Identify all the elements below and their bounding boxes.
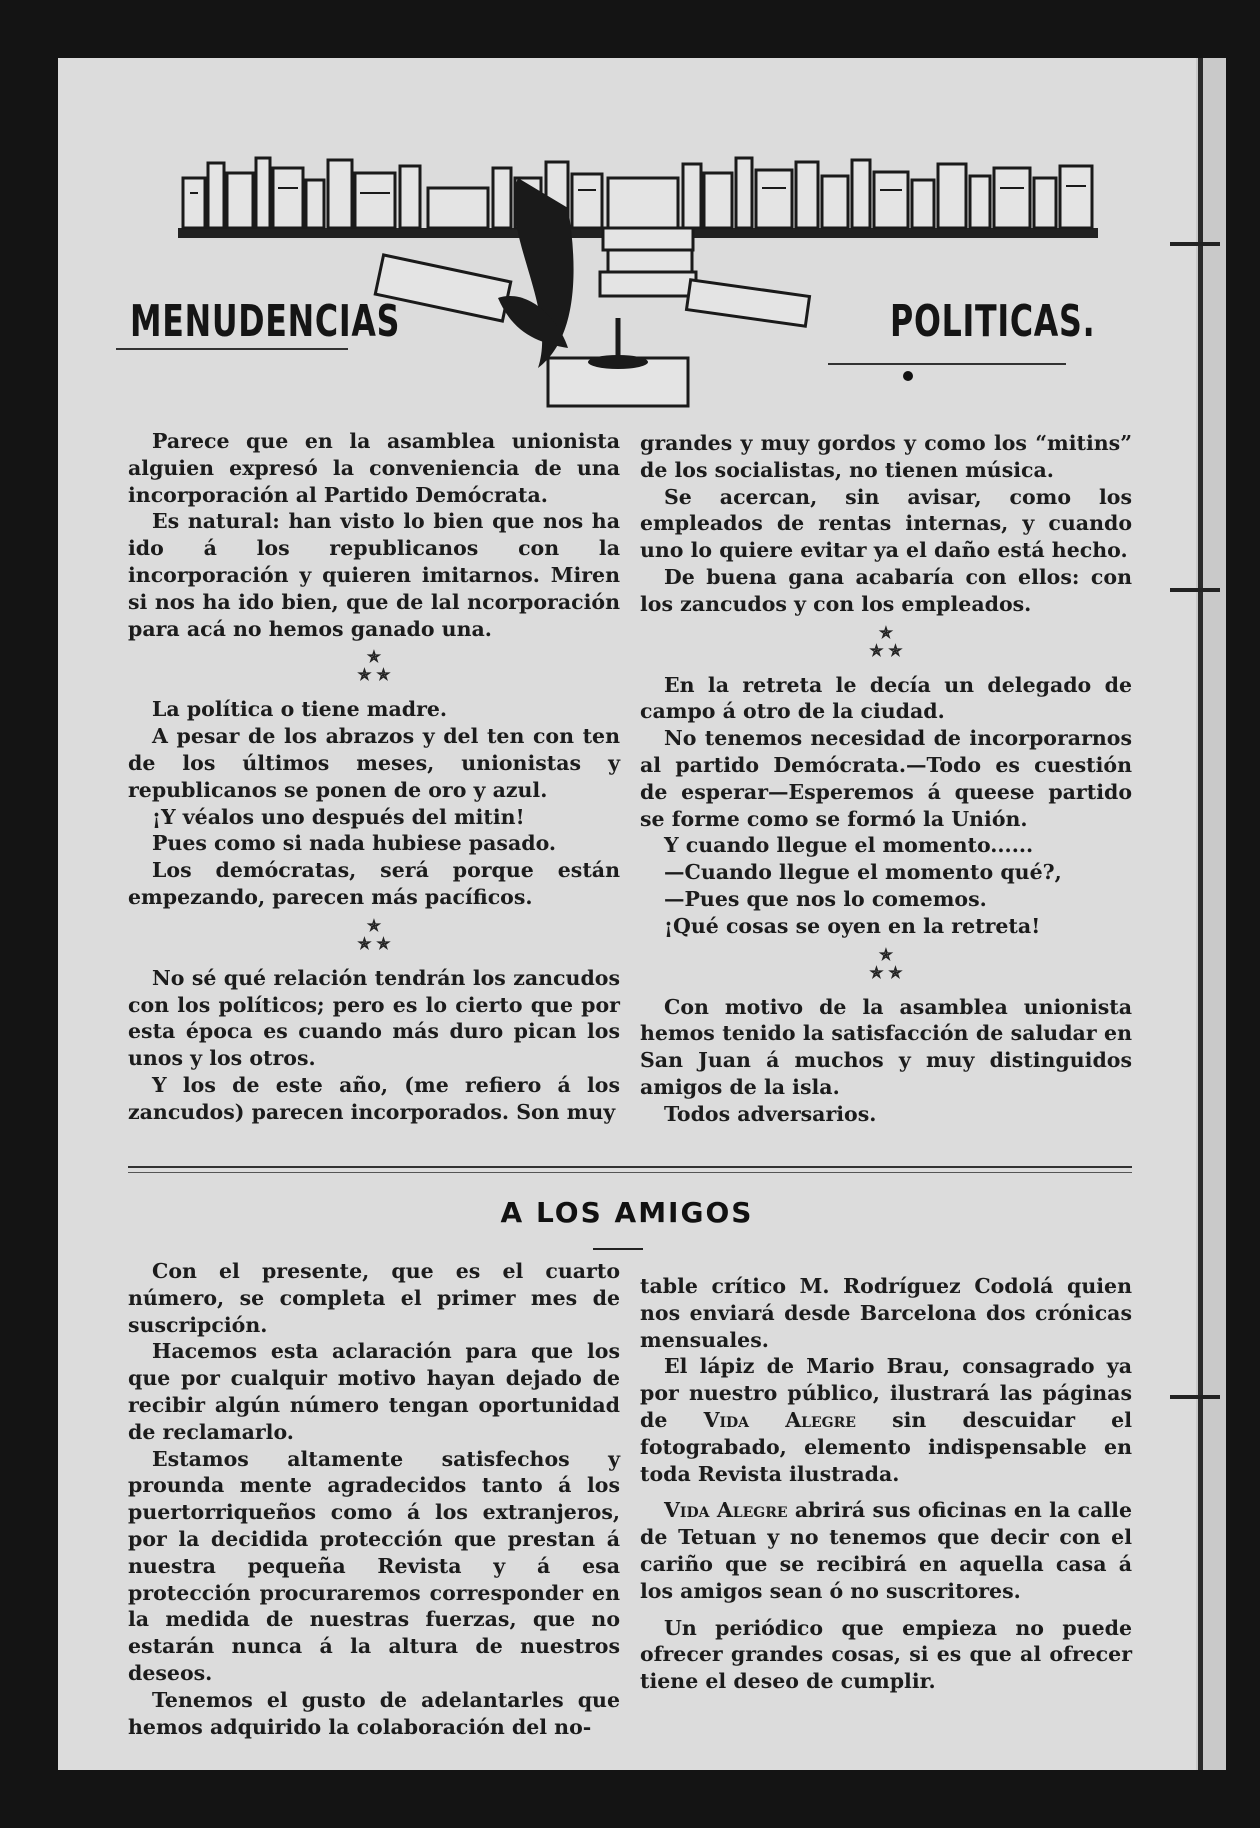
paragraph: table crítico M. Rodríguez Codolá quien nos enviará desde Barcelona dos crónicas mensuales. bbox=[640, 1274, 1132, 1352]
amigos-column-2 bbox=[640, 1273, 1132, 1695]
paragraph: De buena gana acabaría con ellos: con los zancudos y con los empleados. bbox=[640, 564, 1132, 616]
section-title-menudencias: MENUDENCIAS bbox=[130, 296, 401, 347]
section-title-a-los-amigos: A LOS AMIGOS bbox=[500, 1196, 754, 1229]
text: El lápiz de Mario Brau, consagrado ya por nuestro público, ilustrará las páginas de bbox=[640, 1354, 1132, 1432]
paragraph: Hacemos esta aclaración para que los que por cualquir motivo hayan dejado de recibir algún número tengan oportunidad de reclamarlo. bbox=[128, 1339, 620, 1444]
paragraph: Se acercan, sin avisar, como los empleados de rentas internas, y cuando uno lo quiere evitar ya el daño está hecho. bbox=[640, 484, 1132, 563]
title-underline-left bbox=[116, 348, 348, 350]
binding-tack bbox=[1170, 242, 1220, 246]
paragraph: Con motivo de la asamblea unionista hemos tenido la satisfacción de saludar en San Juan á muchos y muy distinguidos amigos de la isla. bbox=[640, 994, 1132, 1099]
paragraph: Y cuando llegue el momento...... bbox=[664, 833, 1034, 858]
paragraph: No sé qué relación tendrán los zancudos con los políticos; pero es lo cierto que por esta época es cuando más duro pican los unos y los otros. bbox=[128, 965, 620, 1071]
paragraph: Pues como si nada hubiese pasado. bbox=[152, 831, 557, 856]
text: sin descuidar el fotograbado, elemento indispensable en toda Revista ilustrada. bbox=[640, 1407, 1133, 1486]
section-divider bbox=[128, 1166, 1132, 1168]
paragraph: En la retreta le decía un delegado de campo á otro de la ciudad. bbox=[640, 672, 1132, 724]
paragraph: No tenemos necesidad de incorporarnos al partido Demócrata.—Todo es cuestión de esperar—Esperemos á queese partido se forme como se formó la Unión. bbox=[640, 726, 1132, 831]
paragraph: Parece que en la asamblea unionista alguien expresó la conveniencia de una incorporación al Partido Demócrata. bbox=[128, 429, 620, 507]
binding-line bbox=[1198, 58, 1203, 1770]
paragraph: Los demócratas, será porque están empezando, parecen más pacíficos. bbox=[128, 858, 620, 909]
paragraph bbox=[640, 1497, 1132, 1604]
asterism-divider: ✯ ✯ ✯ bbox=[869, 944, 903, 982]
title-underline bbox=[593, 1248, 643, 1250]
paragraph bbox=[640, 1353, 1132, 1487]
text: abrirá sus oficinas en la calle de Tetuan y no tenemos que decir con el cariño que se recibirá en aquella casa á los amigos sean ó no suscritores. bbox=[640, 1498, 1132, 1603]
paragraph: A pesar de los abrazos y del ten con ten de los últimos meses, unionistas y republicanos se ponen de oro y azul. bbox=[128, 724, 620, 802]
paragraph: Es natural: han visto lo bien que nos ha ido á los republicanos con la incorporación y quieren imitarnos. Miren si nos ha ido bien, que de lal ncorporación para acá no hemos ganado una. bbox=[128, 509, 620, 641]
section-title-politicas: POLITICAS. bbox=[890, 296, 1096, 347]
paragraph: La política o tiene madre. bbox=[152, 697, 448, 722]
magazine-name: Vida Alegre bbox=[664, 1498, 788, 1523]
paragraph: Estamos altamente satisfechos y prounda mente agradecidos tanto á los puertorriqueños como á los extranjeros, por la decidida protección que prestan á nuestra pequeña Revista y á esa protección procuraremos corresponder en la medida de nuestras fuerzas, que no estarán nunca á la altura de nuestros deseos. bbox=[128, 1446, 620, 1685]
paragraph: Todos adversarios. bbox=[664, 1101, 877, 1126]
paragraph: ¡Qué cosas se oyen en la retreta! bbox=[664, 913, 1041, 938]
paragraph: Un periódico que empieza no puede ofrecer grandes cosas, si es que al ofrecer tiene el deseo de cumplir. bbox=[640, 1615, 1132, 1694]
paragraph: —Pues que nos lo comemos. bbox=[664, 886, 987, 911]
paragraph: Y los de este año, (me refiero á los zancudos) parecen incorporados. Son muy bbox=[128, 1072, 620, 1124]
binding-tack bbox=[1170, 588, 1220, 592]
bookshelf-engraving bbox=[138, 118, 1138, 448]
magazine-name: Vida Alegre bbox=[703, 1407, 856, 1432]
politicas-column-1 bbox=[128, 428, 620, 1126]
asterism-divider: ✯ ✯ ✯ bbox=[357, 915, 391, 953]
title-underline-right bbox=[828, 363, 1066, 365]
asterism-divider: ✯ ✯ ✯ bbox=[869, 622, 903, 660]
paragraph: grandes y muy gordos y como los “mitins” de los socialistas, no tienen música. bbox=[640, 431, 1132, 482]
paragraph: ¡Y véalos uno después del mitin! bbox=[152, 804, 525, 829]
politicas-column-2 bbox=[640, 430, 1132, 1128]
section-divider bbox=[128, 1172, 1132, 1173]
paragraph: Con el presente, que es el cuarto número, se completa el primer mes de suscripción. bbox=[128, 1259, 620, 1337]
magazine-page bbox=[58, 58, 1196, 1770]
asterism-divider: ✯ ✯ ✯ bbox=[357, 647, 391, 685]
binding-tack bbox=[1170, 1395, 1220, 1399]
paragraph: Tenemos el gusto de adelantarles que hemos adquirido la colaboración del no- bbox=[128, 1687, 620, 1739]
paragraph: —Cuando llegue el momento qué?, bbox=[664, 860, 1062, 885]
amigos-column-1 bbox=[128, 1258, 620, 1740]
